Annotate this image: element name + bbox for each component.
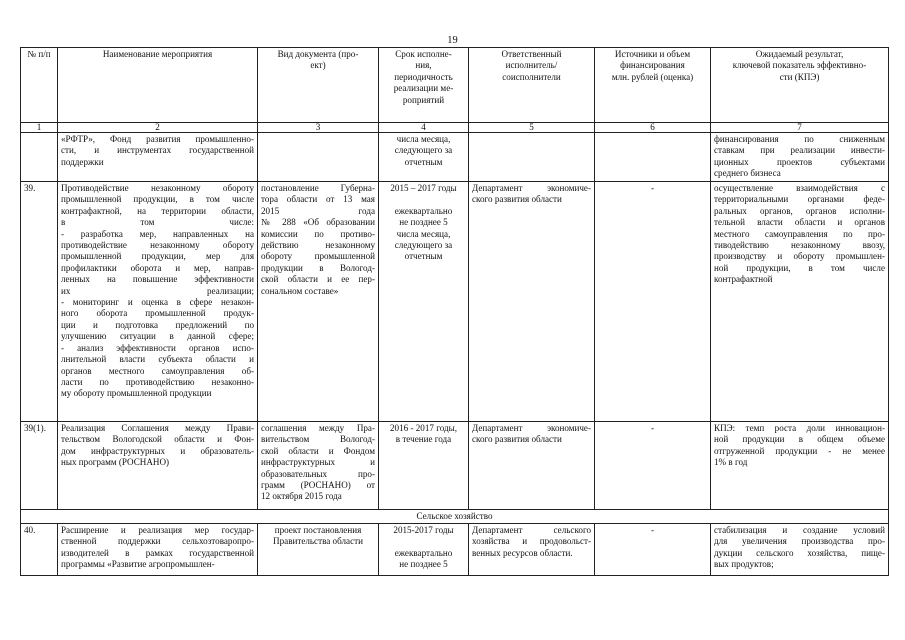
- cell-text-line: Вид документа (про-: [277, 49, 359, 59]
- cell-text-line: ставкам при реализации инвести-: [714, 145, 885, 156]
- cell-text-line: Ответственный: [501, 49, 562, 59]
- cell-text-line: роприятий: [402, 94, 445, 105]
- cell-text-line: 2015-2017 годы: [393, 525, 454, 535]
- cell-text-line: ственной поддержки сельхозтоваропро-: [61, 536, 254, 547]
- cell-text-line: инфраструктурных и: [261, 457, 375, 468]
- cell-text-line: Расширение и реализация мер государ-: [61, 525, 254, 535]
- cell-text-line: местного самоуправления по про-: [714, 228, 885, 239]
- cell-text-line: ской области и Фондом: [261, 445, 375, 456]
- cell-doc: [258, 422, 379, 510]
- cell-result: [711, 422, 889, 510]
- header-row: [21, 48, 889, 123]
- cell-text-line: [382, 194, 465, 205]
- cell-doc: [258, 524, 379, 576]
- section-title: Сельское хозяйство: [21, 510, 889, 524]
- cell-text-line: органов местного самоуправления об-: [61, 365, 254, 376]
- cell-text-line: дом инфраструктурных и образователь-: [61, 445, 254, 456]
- header-name: [58, 48, 258, 123]
- cell-text-line: - мониторинг и оценка в сфере незакон-: [61, 297, 254, 308]
- cell-term: [379, 524, 469, 576]
- cell-text-line: производству и обороту промышлен-: [714, 251, 885, 262]
- cell-text-line: тора области от 13 мая: [261, 194, 375, 205]
- cell-text-line: Наименование мероприятия: [102, 49, 213, 59]
- cell-text-line: ной продукции, в том числе: [714, 262, 885, 273]
- cell-resp: [469, 133, 595, 182]
- cell-text-line: № п/п: [27, 49, 51, 59]
- cell-fin: -: [595, 182, 711, 422]
- cell-text-line: образовательных про-: [261, 468, 375, 479]
- cell-text-line: территориальными органами феде-: [714, 194, 885, 205]
- cell-text-line: КПЭ: темп роста доли инновацион-: [714, 423, 885, 433]
- table-row-39-1: [21, 422, 889, 510]
- column-number: 7: [711, 123, 889, 133]
- cell-text-line: профилактики оборота и мер, направ-: [61, 262, 254, 273]
- cell-text-line: тельством Вологодской области и Фон-: [61, 434, 254, 445]
- cell-text-line: дукции сельского хозяйства, пище-: [714, 547, 885, 558]
- cell-text-line: действию незаконному: [261, 240, 375, 251]
- column-number: 2: [58, 123, 258, 133]
- cell-num: [21, 133, 58, 182]
- cell-text-line: - анализ эффективности органов испо-: [61, 342, 254, 353]
- table-row-39: [21, 182, 889, 422]
- cell-result: [711, 182, 889, 422]
- cell-text-line: отгруженной продукции - не менее: [714, 445, 885, 456]
- cell-text-line: [382, 536, 465, 547]
- cell-text-line: тельной власти области и органов: [714, 217, 885, 228]
- cell-name: [58, 133, 258, 182]
- cell-text-line: программы «Развитие агропромышлен-: [61, 559, 215, 570]
- cell-text-line: сти, и инструментах государственной: [61, 145, 254, 156]
- cell-num: 39(1).: [21, 422, 58, 510]
- cell-term: [379, 182, 469, 422]
- cell-text-line: Департамент экономиче-: [472, 423, 591, 433]
- cell-text-line: ральных органов, органов исполни-: [714, 205, 885, 216]
- cell-text-line: Ожидаемый результат,: [755, 49, 844, 59]
- cell-text-line: му обороту промышленной продукции: [61, 388, 212, 399]
- cell-text-line: млн. рублей (оценка): [611, 71, 694, 82]
- cell-text-line: ной продукции в общем объеме: [714, 434, 885, 445]
- cell-text-line: финансирования: [620, 60, 685, 71]
- cell-text-line: следующего за: [394, 145, 453, 156]
- cell-text-line: 2016 - 2017 годы,: [389, 423, 458, 433]
- cell-text-line: тиводействию незаконному ввозу,: [714, 240, 885, 251]
- cell-text-line: 2015 года: [261, 205, 375, 216]
- cell-name: [58, 182, 258, 422]
- cell-text-line: среднего бизнеса: [714, 168, 781, 179]
- cell-text-line: ского развития области: [472, 434, 562, 445]
- cell-text-line: ционных проектов субъектами: [714, 156, 885, 167]
- cell-text-line: финансирования по сниженным: [714, 134, 885, 144]
- cell-text-line: ского развития области: [472, 194, 562, 205]
- cell-fin: -: [595, 524, 711, 576]
- cell-text-line: комиссии по противо-: [261, 228, 375, 239]
- table-row-40: [21, 524, 889, 576]
- cell-text-line: осуществление взаимодействия с: [714, 183, 885, 193]
- cell-text-line: отчетным: [404, 251, 443, 262]
- cell-text-line: лнительной власти субъекта области и: [61, 354, 254, 365]
- header-result: [711, 48, 889, 123]
- column-number: 1: [21, 123, 58, 133]
- cell-text-line: соисполнители: [502, 71, 561, 82]
- cell-text-line: обороту промышленной: [261, 251, 375, 262]
- cell-text-line: в течение года: [395, 434, 452, 445]
- header-doc: [258, 48, 379, 123]
- cell-text-line: ежеквартально: [394, 547, 453, 558]
- cell-name: [58, 422, 258, 510]
- cell-name: [58, 524, 258, 576]
- cell-text-line: Правительства области: [273, 536, 363, 547]
- cell-text-line: числа месяца,: [396, 134, 451, 144]
- cell-text-line: 2015 – 2017 годы: [390, 183, 457, 193]
- cell-result: [711, 133, 889, 182]
- cell-text-line: ции и подготовка предложений по: [61, 319, 254, 330]
- cell-text-line: «РФТР», Фонд развития промышленно-: [61, 134, 254, 144]
- cell-text-line: венных ресурсов области.: [472, 547, 573, 558]
- cell-text-line: № 288 «Об образовании: [261, 217, 375, 228]
- cell-text-line: ласти по противодействию незаконно-: [61, 376, 254, 387]
- cell-text-line: ект): [310, 60, 326, 71]
- cell-num: 39.: [21, 182, 58, 422]
- cell-text-line: ключевой показатель эффективно-: [732, 60, 867, 71]
- cell-resp: [469, 182, 595, 422]
- cell-text-line: Департамент сельского: [472, 525, 591, 535]
- cell-text-line: не позднее 5: [399, 217, 448, 228]
- header-num: [21, 48, 58, 123]
- cell-text-line: 1% в год: [714, 457, 748, 468]
- cell-text-line: проект постановления: [274, 525, 362, 535]
- cell-text-line: ных программ (РОСНАНО): [61, 457, 170, 468]
- cell-text-line: противодействие незаконному обороту: [61, 240, 254, 251]
- cell-text-line: следующего за: [394, 240, 453, 251]
- cell-text-line: контрафактной, на территории области,: [61, 205, 254, 216]
- cell-text-line: изводителей в рамках государственной: [61, 547, 254, 558]
- cell-doc: [258, 182, 379, 422]
- cell-text-line: вительством Вологод-: [261, 434, 375, 445]
- cell-text-line: соглашения между Пра-: [261, 423, 375, 433]
- header-term: [379, 48, 469, 123]
- cell-text-line: продукции в Вологод-: [261, 262, 375, 273]
- cell-term: [379, 422, 469, 510]
- cell-text-line: сти (КПЭ): [779, 71, 820, 82]
- cell-text-line: поддержки: [61, 156, 104, 167]
- cell-text-line: контрафактной: [714, 274, 773, 285]
- cell-text-line: промышленной продукции, мер для: [61, 251, 254, 262]
- cell-text-line: их реализации;: [61, 285, 254, 296]
- cell-fin: -: [595, 422, 711, 510]
- cell-text-line: стабилизация и создание условий: [714, 525, 885, 535]
- cell-text-line: грамм (РОСНАНО) от: [261, 480, 375, 491]
- cell-text-line: постановление Губерна-: [261, 183, 375, 193]
- cell-text-line: ской области и ее пер-: [261, 274, 375, 285]
- cell-term: [379, 133, 469, 182]
- column-number: 6: [595, 123, 711, 133]
- cell-text-line: периодичность: [394, 71, 453, 82]
- cell-text-line: ленных на повышение эффективности: [61, 274, 254, 285]
- plan-table: [20, 47, 889, 576]
- cell-num: 40.: [21, 524, 58, 576]
- cell-text-line: ния,: [415, 60, 432, 71]
- table-row-continued: [21, 133, 889, 182]
- cell-text-line: сональном составе»: [261, 285, 339, 296]
- cell-text-line: хозяйства и продовольст-: [472, 536, 591, 547]
- cell-text-line: для увеличения производства про-: [714, 536, 885, 547]
- cell-text-line: Срок исполне-: [395, 49, 452, 59]
- cell-text-line: числа месяца,: [396, 228, 451, 239]
- cell-text-line: Противодействие незаконному обороту: [61, 183, 254, 193]
- column-number: 4: [379, 123, 469, 133]
- cell-text-line: Департамент экономиче-: [472, 183, 591, 193]
- cell-text-line: Источники и объем: [614, 49, 691, 59]
- cell-text-line: отчетным: [404, 156, 443, 167]
- cell-text-line: промышленной продукции, в том числе: [61, 194, 254, 205]
- cell-text-line: - разработка мер, направленных на: [61, 228, 254, 239]
- cell-doc: [258, 133, 379, 182]
- cell-result: [711, 524, 889, 576]
- cell-text-line: Реализация Соглашения между Прави-: [61, 423, 254, 433]
- cell-resp: [469, 422, 595, 510]
- cell-text-line: ного оборота промышленной продук-: [61, 308, 254, 319]
- cell-resp: [469, 524, 595, 576]
- cell-text-line: в том числе:: [61, 217, 254, 228]
- header-resp: [469, 48, 595, 123]
- cell-text-line: исполнитель/: [505, 60, 558, 71]
- cell-text-line: вых продуктов;: [714, 559, 774, 570]
- cell-text-line: 12 октября 2015 года: [261, 491, 342, 502]
- cell-text-line: реализации ме-: [393, 83, 454, 94]
- cell-text-line: не позднее 5: [399, 559, 448, 570]
- cell-fin: [595, 133, 711, 182]
- header-fin: [595, 48, 711, 123]
- page-number: 19: [447, 35, 458, 46]
- cell-text-line: ежеквартально: [394, 205, 453, 216]
- column-number-row: [21, 123, 889, 133]
- cell-text-line: улучшению ситуации в данной сфере;: [61, 331, 254, 342]
- column-number: 3: [258, 123, 379, 133]
- column-number: 5: [469, 123, 595, 133]
- section-row: [21, 510, 889, 524]
